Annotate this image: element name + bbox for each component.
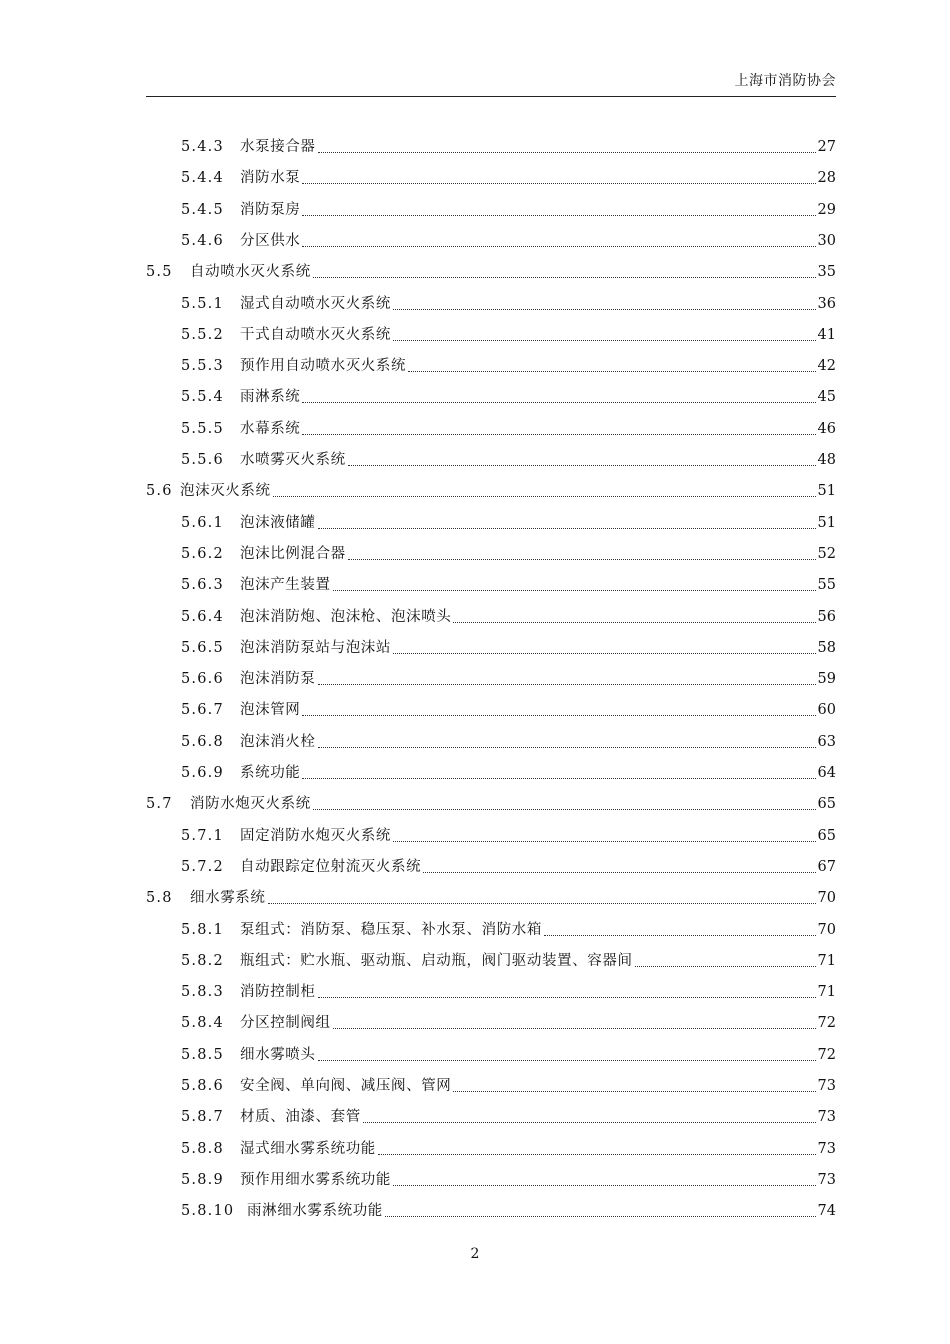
toc-dot-leader xyxy=(378,1154,816,1155)
toc-entry-title: 自动喷水灭火系统 xyxy=(190,264,311,281)
page-number: 2 xyxy=(470,1246,480,1262)
toc-dot-leader xyxy=(363,1122,816,1123)
toc-entry-title: 泡沫消防炮、泡沫枪、泡沫喷头 xyxy=(240,608,452,625)
toc-entry-page: 63 xyxy=(817,733,836,750)
toc-entry-title: 材质、油漆、套管 xyxy=(240,1109,361,1126)
toc-dot-leader xyxy=(318,528,816,529)
toc-dot-leader xyxy=(273,496,816,497)
toc-entry-title: 水幕系统 xyxy=(240,420,301,437)
toc-entry-page: 71 xyxy=(817,952,836,969)
toc-dot-leader xyxy=(393,340,816,341)
toc-entry-number: 5.6.2 xyxy=(181,545,224,562)
toc-entry-title: 分区供水 xyxy=(240,232,301,249)
toc-entry-page: 73 xyxy=(817,1109,836,1126)
toc-entry-number: 5.6.5 xyxy=(181,639,224,656)
toc-dot-leader xyxy=(393,653,816,654)
toc-subsection-entry[interactable] xyxy=(181,543,836,565)
toc-subsection-entry[interactable] xyxy=(181,199,836,221)
toc-subsection-entry[interactable] xyxy=(181,762,836,784)
toc-entry-title: 预作用细水雾系统功能 xyxy=(240,1171,391,1188)
toc-entry-number: 5.8.2 xyxy=(181,952,224,969)
toc-entry-number: 5.6.3 xyxy=(181,577,224,594)
toc-dot-leader xyxy=(348,559,816,560)
toc-entry-number: 5.5.5 xyxy=(181,420,224,437)
toc-entry-number: 5.6 xyxy=(146,483,173,500)
toc-subsection-entry[interactable] xyxy=(181,637,836,659)
toc-entry-page: 71 xyxy=(817,984,836,1001)
toc-dot-leader xyxy=(544,935,816,936)
toc-section-entry[interactable] xyxy=(146,480,836,502)
toc-entry-title: 分区控制阀组 xyxy=(240,1015,331,1032)
toc-subsection-entry[interactable] xyxy=(181,1169,836,1191)
toc-dot-leader xyxy=(408,371,815,372)
toc-subsection-entry[interactable] xyxy=(181,293,836,315)
toc-entry-page: 58 xyxy=(817,639,836,656)
toc-entry-page: 35 xyxy=(817,264,836,281)
toc-entry-number: 5.6.6 xyxy=(181,671,224,688)
toc-entry-title: 消防泵房 xyxy=(240,201,301,218)
toc-subsection-entry[interactable] xyxy=(181,825,836,847)
toc-entry-title: 泡沫消防泵 xyxy=(240,671,316,688)
toc-subsection-entry[interactable] xyxy=(181,1106,836,1128)
toc-entry-page: 41 xyxy=(817,326,836,343)
toc-entry-page: 60 xyxy=(817,702,836,719)
toc-entry-number: 5.8.7 xyxy=(181,1109,224,1126)
toc-subsection-entry[interactable] xyxy=(181,418,836,440)
toc-entry-number: 5.5.4 xyxy=(181,389,224,406)
toc-entry-page: 65 xyxy=(817,796,836,813)
toc-entry-number: 5.7.2 xyxy=(181,858,224,875)
toc-subsection-entry[interactable] xyxy=(181,1044,836,1066)
toc-entry-page: 59 xyxy=(817,671,836,688)
toc-entry-title: 泡沫管网 xyxy=(240,702,301,719)
toc-entry-title: 干式自动喷水灭火系统 xyxy=(240,326,391,343)
toc-entry-number: 5.6.7 xyxy=(181,702,224,719)
toc-entry-number: 5.5.2 xyxy=(181,326,224,343)
toc-subsection-entry[interactable] xyxy=(181,731,836,753)
toc-entry-number: 5.7 xyxy=(146,796,173,813)
toc-entry-page: 65 xyxy=(817,827,836,844)
toc-entry-title: 泡沫比例混合器 xyxy=(240,545,346,562)
toc-entry-page: 73 xyxy=(817,1171,836,1188)
toc-dot-leader xyxy=(318,152,816,153)
toc-entry-number: 5.6.4 xyxy=(181,608,224,625)
toc-section-entry[interactable] xyxy=(146,887,836,909)
toc-entry-title: 泡沫产生装置 xyxy=(240,577,331,594)
toc-subsection-entry[interactable] xyxy=(181,950,836,972)
toc-entry-title: 预作用自动喷水灭火系统 xyxy=(240,358,407,375)
toc-entry-title: 湿式细水雾系统功能 xyxy=(240,1140,376,1157)
toc-entry-page: 45 xyxy=(817,389,836,406)
toc-dot-leader xyxy=(385,1216,816,1217)
toc-entry-title: 泡沫液储罐 xyxy=(240,514,316,531)
toc-dot-leader xyxy=(302,402,815,403)
toc-entry-number: 5.8.8 xyxy=(181,1140,224,1157)
toc-dot-leader xyxy=(268,903,816,904)
toc-subsection-entry[interactable] xyxy=(181,1138,836,1160)
toc-dot-leader xyxy=(302,715,815,716)
toc-dot-leader xyxy=(393,309,816,310)
toc-entry-page: 28 xyxy=(817,170,836,187)
toc-entry-number: 5.4.6 xyxy=(181,232,224,249)
toc-entry-title: 固定消防水炮灭火系统 xyxy=(240,827,391,844)
toc-entry-number: 5.6.8 xyxy=(181,733,224,750)
header-org-name: 上海市消防协会 xyxy=(734,73,836,89)
toc-dot-leader xyxy=(423,872,815,873)
toc-subsection-entry[interactable] xyxy=(181,230,836,252)
toc-entry-title: 自动跟踪定位射流灭火系统 xyxy=(240,858,422,875)
toc-subsection-entry[interactable] xyxy=(181,668,836,690)
toc-entry-number: 5.5.3 xyxy=(181,358,224,375)
toc-subsection-entry[interactable] xyxy=(181,919,836,941)
toc-dot-leader xyxy=(453,622,815,623)
toc-entry-title: 泵组式：消防泵、稳压泵、补水泵、消防水箱 xyxy=(240,921,542,938)
toc-entry-page: 73 xyxy=(817,1140,836,1157)
toc-dot-leader xyxy=(318,1060,816,1061)
toc-dot-leader xyxy=(453,1091,815,1092)
toc-entry-number: 5.8.5 xyxy=(181,1046,224,1063)
toc-subsection-entry[interactable] xyxy=(181,449,836,471)
toc-entry-number: 5.4.3 xyxy=(181,139,224,155)
toc-entry-number: 5.7.1 xyxy=(181,827,224,844)
toc-entry-page: 51 xyxy=(817,483,836,500)
toc-entry-number: 5.5 xyxy=(146,264,173,281)
toc-entry-title: 泡沫灭火系统 xyxy=(180,483,271,500)
toc-section-entry[interactable] xyxy=(146,261,836,283)
toc-dot-leader xyxy=(393,841,816,842)
toc-entry-title: 泡沫消火栓 xyxy=(240,733,316,750)
toc-subsection-entry[interactable] xyxy=(181,699,836,721)
toc-entry-page: 70 xyxy=(817,890,836,907)
toc-entry-number: 5.5.6 xyxy=(181,452,224,468)
toc-entry-number: 5.6.9 xyxy=(181,765,224,781)
toc-entry-title: 细水雾喷头 xyxy=(240,1046,316,1063)
toc-subsection-entry[interactable] xyxy=(181,856,836,878)
toc-dot-leader xyxy=(302,215,815,216)
toc-entry-number: 5.8 xyxy=(146,890,173,907)
toc-dot-leader xyxy=(348,465,816,466)
toc-entry-number: 5.8.6 xyxy=(181,1078,224,1094)
toc-dot-leader xyxy=(313,809,816,810)
toc-section-entry[interactable] xyxy=(146,793,836,815)
toc-dot-leader xyxy=(302,778,815,779)
toc-entry-page: 73 xyxy=(817,1078,836,1094)
toc-subsection-entry[interactable] xyxy=(181,324,836,346)
toc-entry-page: 48 xyxy=(817,452,836,468)
toc-entry-title: 雨淋细水雾系统功能 xyxy=(247,1203,383,1220)
toc-entry-number: 5.5.1 xyxy=(181,295,224,312)
toc-entry-number: 5.6.1 xyxy=(181,514,224,531)
toc-entry-page: 64 xyxy=(817,765,836,781)
toc-entry-title: 水喷雾灭火系统 xyxy=(240,452,346,468)
toc-subsection-entry[interactable] xyxy=(181,355,836,377)
toc-entry-title: 湿式自动喷水灭火系统 xyxy=(240,295,391,312)
toc-entry-title: 消防水炮灭火系统 xyxy=(190,796,311,813)
toc-entry-title: 泡沫消防泵站与泡沫站 xyxy=(240,639,391,656)
toc-entry-page: 51 xyxy=(817,514,836,531)
toc-entry-page: 55 xyxy=(817,577,836,594)
toc-dot-leader xyxy=(393,1185,816,1186)
toc-entry-page: 29 xyxy=(817,201,836,218)
toc-subsection-entry[interactable] xyxy=(181,1075,836,1097)
toc-entry-title: 安全阀、单向阀、减压阀、管网 xyxy=(240,1078,452,1094)
toc-entry-title: 水泵接合器 xyxy=(240,139,316,155)
toc-entry-page: 56 xyxy=(817,608,836,625)
toc-entry-title: 瓶组式：贮水瓶、驱动瓶、启动瓶，阀门驱动装置、容器间 xyxy=(240,952,633,969)
toc-entry-title: 细水雾系统 xyxy=(190,890,266,907)
toc-entry-title: 雨淋系统 xyxy=(240,389,301,406)
toc-subsection-entry[interactable] xyxy=(181,574,836,596)
toc-entry-number: 5.4.4 xyxy=(181,170,224,187)
toc-entry-page: 72 xyxy=(817,1015,836,1032)
toc-entry-page: 70 xyxy=(817,921,836,938)
toc-entry-title: 消防控制柜 xyxy=(240,984,316,1001)
toc-entry-page: 74 xyxy=(817,1203,836,1220)
toc-subsection-entry[interactable] xyxy=(181,136,836,158)
toc-entry-title: 系统功能 xyxy=(240,765,301,781)
toc-entry-page: 46 xyxy=(817,420,836,437)
toc-entry-title: 消防水泵 xyxy=(240,170,301,187)
toc-subsection-entry[interactable] xyxy=(181,606,836,628)
toc-dot-leader xyxy=(318,684,816,685)
toc-entry-number: 5.8.3 xyxy=(181,984,224,1001)
toc-dot-leader xyxy=(302,246,815,247)
toc-subsection-entry[interactable] xyxy=(181,1012,836,1034)
toc-dot-leader xyxy=(313,277,816,278)
toc-dot-leader xyxy=(333,590,816,591)
toc-subsection-entry[interactable] xyxy=(181,1200,836,1222)
toc-entry-page: 36 xyxy=(817,295,836,312)
toc-entry-number: 5.8.9 xyxy=(181,1171,224,1188)
toc-subsection-entry[interactable] xyxy=(181,386,836,408)
toc-entry-page: 42 xyxy=(817,358,836,375)
toc-entry-page: 52 xyxy=(817,545,836,562)
toc-dot-leader xyxy=(302,183,815,184)
toc-entry-number: 5.8.1 xyxy=(181,921,224,938)
toc-entry-number: 5.8.10 xyxy=(181,1203,235,1220)
toc-subsection-entry[interactable] xyxy=(181,512,836,534)
toc-dot-leader xyxy=(333,1028,816,1029)
toc-entry-number: 5.8.4 xyxy=(181,1015,224,1032)
toc-entry-page: 72 xyxy=(817,1046,836,1063)
toc-dot-leader xyxy=(635,966,816,967)
toc-entry-page: 67 xyxy=(817,858,836,875)
toc-dot-leader xyxy=(302,434,815,435)
toc-entry-page: 27 xyxy=(817,139,836,155)
toc-entry-page: 30 xyxy=(817,232,836,249)
toc-dot-leader xyxy=(318,997,816,998)
toc-subsection-entry[interactable] xyxy=(181,167,836,189)
toc-dot-leader xyxy=(318,747,816,748)
toc-entry-number: 5.4.5 xyxy=(181,201,224,218)
toc-subsection-entry[interactable] xyxy=(181,981,836,1003)
